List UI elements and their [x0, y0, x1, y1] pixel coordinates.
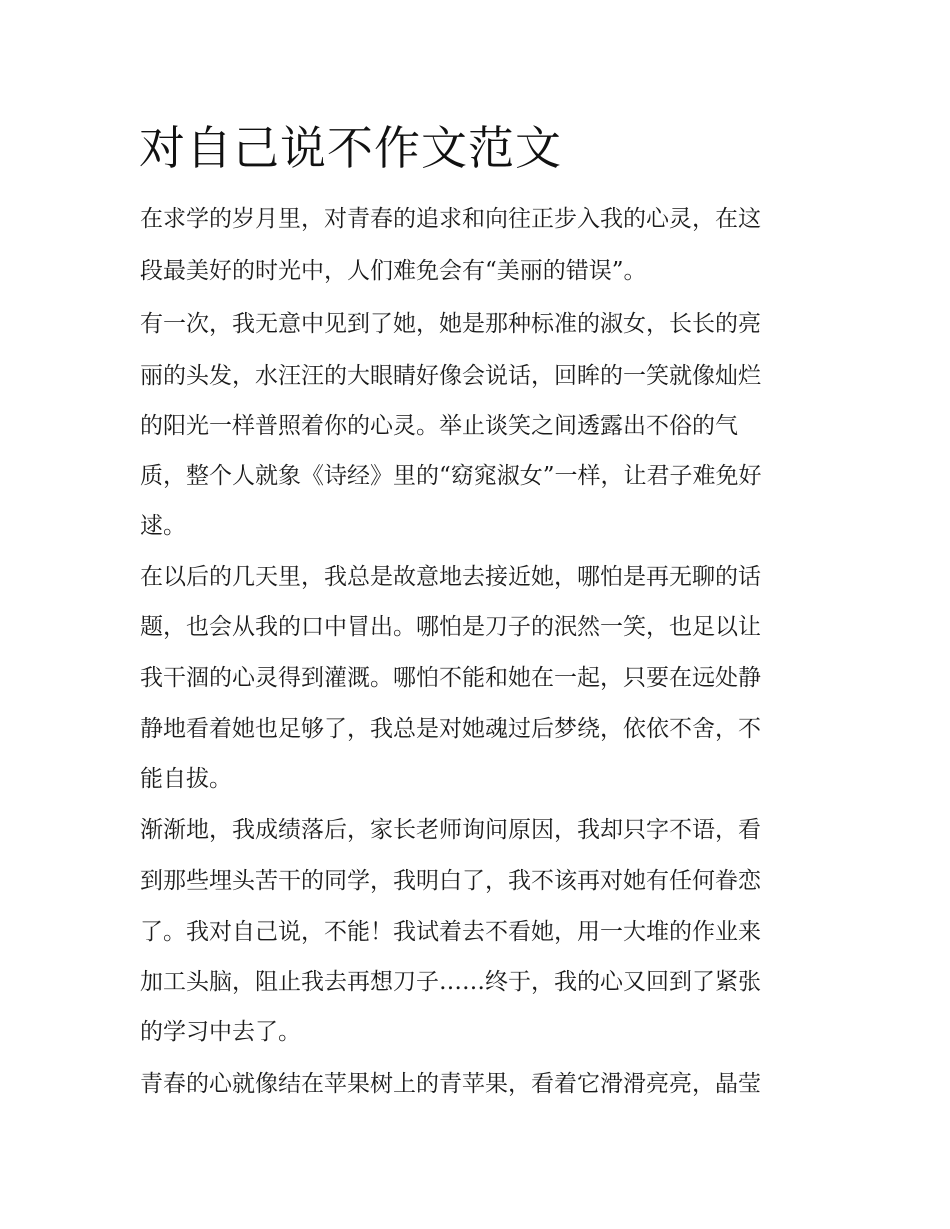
text-line: 在求学的岁月里，对青春的追求和向往正步入我的心灵，在这 [140, 206, 761, 232]
text-line: 有一次，我无意中见到了她，她是那种标准的淑女，长长的亮 [140, 311, 761, 337]
text-line: 到那些埋头苦干的同学，我明白了，我不该再对她有任何眷恋 [140, 868, 761, 894]
document-title: 对自己说不作文范文 [139, 121, 562, 175]
text-line: 的学习中去了。 [140, 1019, 301, 1045]
text-line: 段最美好的时光中，人们难免会有“美丽的错误”。 [140, 258, 647, 284]
text-line: 了。我对自己说，不能！我试着去不看她，用一大堆的作业来 [140, 919, 761, 945]
text-line: 质，整个人就象《诗经》里的“窈窕淑女”一样，让君子难免好 [140, 463, 762, 489]
text-line: 我干涸的心灵得到灌溉。哪怕不能和她在一起，只要在远处静 [140, 665, 761, 691]
text-line: 的阳光一样普照着你的心灵。举止谈笑之间透露出不俗的气 [140, 413, 738, 439]
text-line: 逑。 [140, 513, 186, 539]
text-line: 加工头脑，阻止我去再想刀子……终于，我的心又回到了紧张 [140, 969, 761, 995]
text-line: 丽的头发，水汪汪的大眼睛好像会说话，回眸的一笑就像灿烂 [140, 363, 761, 389]
text-line: 题，也会从我的口中冒出。哪怕是刀子的泯然一笑，也足以让 [140, 614, 761, 640]
text-line: 青春的心就像结在苹果树上的青苹果，看着它滑滑亮亮，晶莹 [140, 1071, 761, 1097]
text-line: 静地看着她也足够了，我总是对她魂过后梦绕，依依不舍，不 [140, 716, 761, 742]
text-line: 在以后的几天里，我总是故意地去接近她，哪怕是再无聊的话 [140, 564, 761, 590]
text-line: 能自拔。 [140, 766, 232, 792]
text-line: 渐渐地，我成绩落后，家长老师询问原因，我却只字不语，看 [140, 817, 761, 843]
